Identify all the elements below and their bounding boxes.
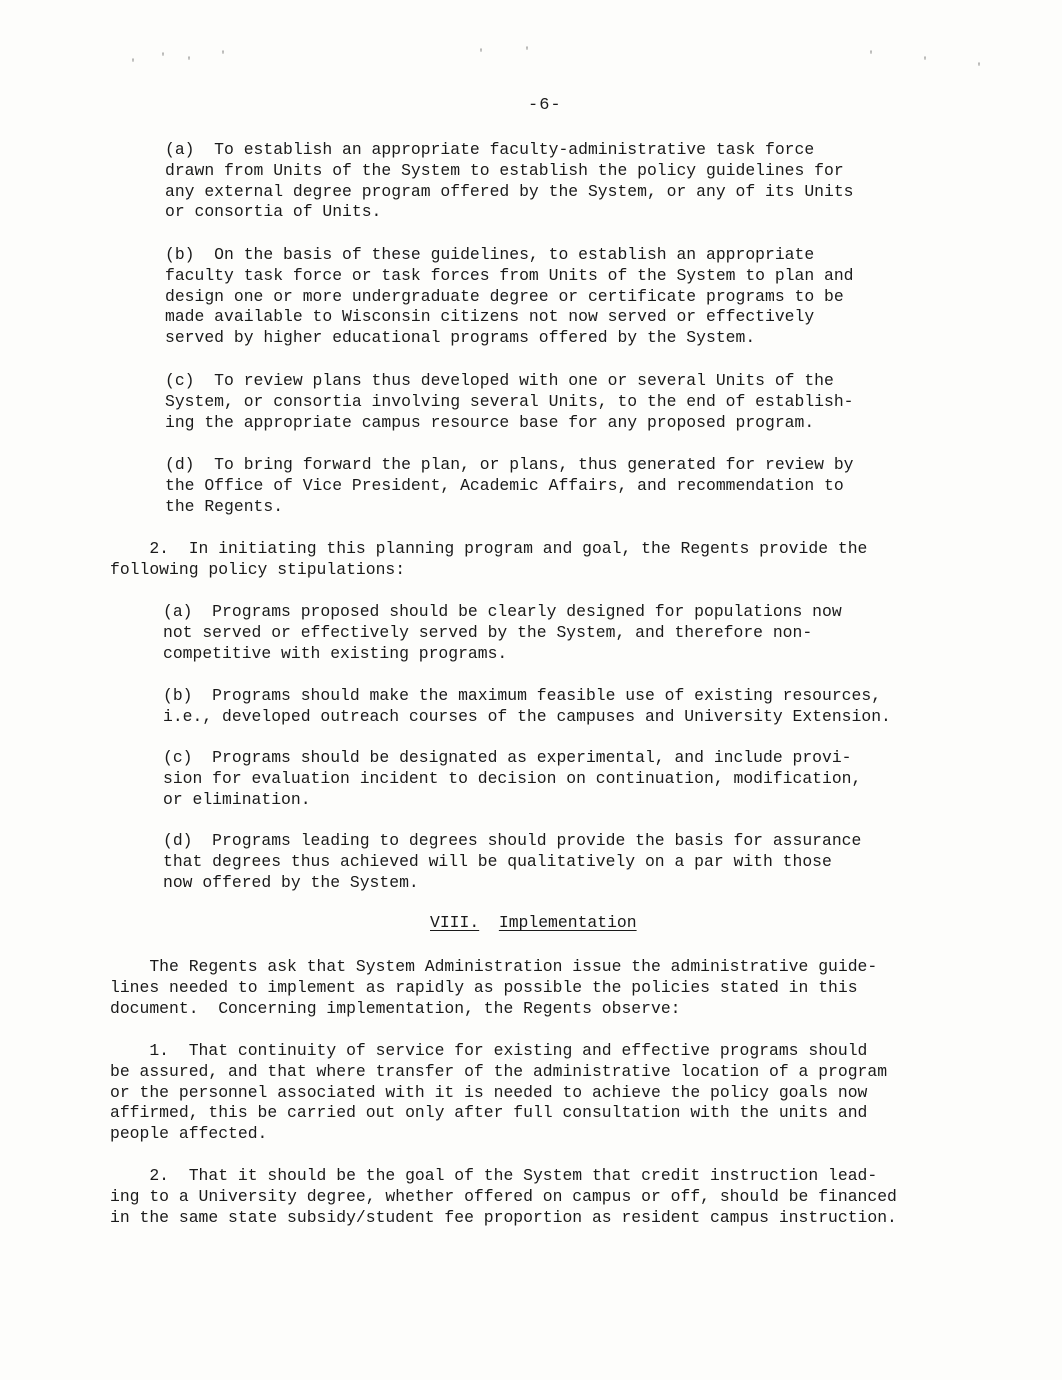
- text-line: people affected.: [110, 1124, 268, 1144]
- text-line: design one or more undergraduate degree or certificate programs to be: [165, 286, 844, 306]
- paragraph-2b: [163, 686, 891, 748]
- text-line: made available to Wisconsin citizens not now served or effectively: [165, 307, 815, 327]
- paragraph-implementation-1: [110, 1041, 887, 1166]
- text-line: served by higher educational programs offered by the System.: [165, 328, 756, 348]
- section-heading: [430, 913, 637, 934]
- scan-mark: ': [130, 59, 137, 70]
- scan-mark: ': [186, 57, 193, 68]
- scan-mark: ': [976, 63, 983, 74]
- text-line: 2. In initiating this planning program and goal, the Regents provide the: [110, 539, 868, 558]
- text-line: affirmed, this be carried out only after full consultation with the units and: [110, 1103, 868, 1123]
- text-line: any external degree program offered by the System, or any of its Units: [165, 181, 854, 201]
- section-number: VIII.: [430, 913, 480, 932]
- text-line: drawn from Units of the System to establish the policy guidelines for: [165, 160, 844, 180]
- text-line: lines needed to implement as rapidly as possible the policies stated in this: [110, 977, 858, 997]
- scan-mark: ': [160, 53, 167, 64]
- text-line: ing to a University degree, whether offered on campus or off, should be financed: [110, 1186, 897, 1206]
- text-line: The Regents ask that System Administration issue the administrative guide-: [110, 957, 878, 976]
- text-line: now offered by the System.: [163, 872, 419, 892]
- section-title: Implementation: [498, 913, 637, 932]
- paragraph-implementation-2: [110, 1166, 897, 1249]
- text-line: faculty task force or task forces from Units of the System to plan and: [165, 265, 854, 285]
- text-line: 2. That it should be the goal of the System that credit instruction lead-: [110, 1166, 878, 1185]
- scan-mark: ': [524, 47, 531, 58]
- paragraph-1b: [165, 245, 854, 370]
- paragraph-implementation-intro: [110, 957, 877, 1040]
- text-line: System, or consortia involving several Units, to the end of establish-: [165, 391, 854, 411]
- text-line: or the personnel associated with it is needed to achieve the policy goals now: [110, 1082, 868, 1102]
- text-line: in the same state subsidy/student fee proportion as resident campus instruction.: [110, 1207, 897, 1227]
- scan-mark: ': [220, 51, 227, 62]
- paragraph-2a: [163, 602, 842, 685]
- page-number: -6-: [528, 96, 562, 115]
- text-line: (b) Programs should make the maximum feasible use of existing resources,: [163, 686, 882, 705]
- text-line: competitive with existing programs.: [163, 643, 508, 663]
- text-line: (c) Programs should be designated as experimental, and include provi-: [163, 748, 852, 767]
- text-line: (d) Programs leading to degrees should provide the basis for assurance: [163, 831, 862, 850]
- text-line: i.e., developed outreach courses of the campuses and University Extension.: [163, 706, 891, 726]
- scan-mark: ': [868, 51, 875, 62]
- text-line: following policy stipulations:: [110, 559, 406, 579]
- paragraph-1a: [165, 140, 854, 244]
- scan-mark: ': [922, 57, 929, 68]
- paragraph-2d: [163, 831, 861, 914]
- paragraph-2c: [163, 748, 861, 831]
- paragraph-1d: [165, 455, 854, 538]
- text-line: or consortia of Units.: [165, 202, 382, 222]
- text-line: the Regents.: [165, 496, 284, 516]
- text-line: 1. That continuity of service for existing and effective programs should: [110, 1041, 868, 1060]
- text-line: ing the appropriate campus resource base for any proposed program.: [165, 412, 815, 432]
- text-line: the Office of Vice President, Academic Affairs, and recommendation to: [165, 475, 844, 495]
- text-line: sion for evaluation incident to decision on continuation, modification,: [163, 768, 862, 788]
- text-line: or elimination.: [163, 789, 311, 809]
- text-line: be assured, and that where transfer of the administrative location of a program: [110, 1061, 888, 1081]
- text-line: (c) To review plans thus developed with one or several Units of the: [165, 371, 834, 390]
- text-line: document. Concerning implementation, the Regents observe:: [110, 998, 681, 1018]
- paragraph-1c: [165, 371, 854, 454]
- text-line: (a) To establish an appropriate faculty-administrative task force: [165, 140, 815, 159]
- text-line: that degrees thus achieved will be qualitatively on a par with those: [163, 851, 832, 871]
- text-line: not served or effectively served by the System, and therefore non-: [163, 622, 813, 642]
- text-line: (d) To bring forward the plan, or plans, thus generated for review by: [165, 455, 854, 474]
- text-line: (a) Programs proposed should be clearly designed for populations now: [163, 602, 842, 621]
- scan-mark: ': [478, 49, 485, 60]
- text-line: (b) On the basis of these guidelines, to establish an appropriate: [165, 245, 815, 264]
- paragraph-item-2: [110, 539, 867, 601]
